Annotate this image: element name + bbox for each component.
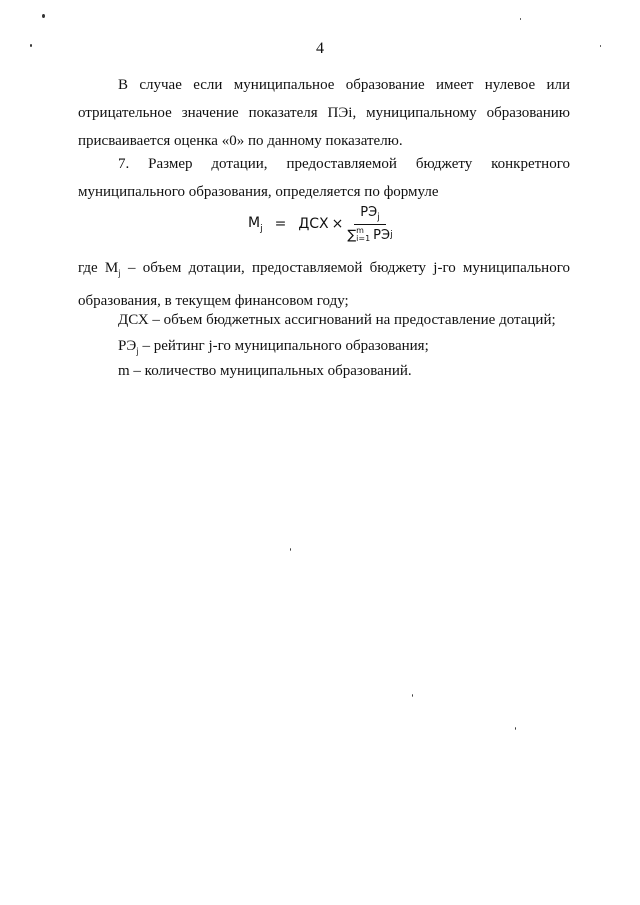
paragraph-zero-rating: В случае если муниципальное образование имеет нулевое или отрицательное значение показателя ПЭi, муниципальному образованию присваивается оценка «0» по данному показателю. bbox=[78, 77, 570, 149]
scan-speck bbox=[42, 14, 45, 18]
formula-dsx: ДСХ bbox=[298, 216, 329, 232]
formula-denominator: ∑ m i=1 РЭ j bbox=[347, 226, 393, 244]
subsidy-formula bbox=[248, 200, 393, 248]
paragraph-m-definition: m – количество муниципальных образований. bbox=[118, 363, 412, 379]
formula-equals: = bbox=[274, 216, 287, 232]
formula-lhs: $M_j$ bbox=[248, 214, 263, 234]
formula-times: × bbox=[331, 216, 344, 232]
formula-fraction bbox=[347, 205, 392, 244]
paragraph-subsidy-size: 7. Размер дотации, предоставляемой бюджету конкретного муниципального образования, определяется по формуле bbox=[78, 156, 570, 200]
scan-speck bbox=[515, 727, 516, 730]
scan-speck bbox=[412, 694, 413, 697]
scan-speck bbox=[600, 45, 601, 47]
page-number: 4 bbox=[316, 40, 324, 57]
scan-speck bbox=[290, 548, 291, 551]
scan-speck bbox=[30, 44, 32, 47]
sum-limits: m i=1 bbox=[356, 226, 371, 244]
scan-speck bbox=[520, 18, 521, 20]
paragraph-re-definition: $РЭ_j$ – рейтинг j-го муниципального образования; bbox=[118, 338, 429, 356]
sum-symbol: ∑ bbox=[347, 227, 357, 243]
formula-numerator: $РЭ_j$ bbox=[354, 205, 385, 226]
paragraph-where-mj: где $M_j$ – объем дотации, предоставляемой бюджету j-го муниципального образования, в текущем финансовом году; bbox=[78, 260, 570, 309]
paragraph-dsx-definition: ДСХ – объем бюджетных ассигнований на предоставление дотаций; bbox=[118, 312, 556, 328]
